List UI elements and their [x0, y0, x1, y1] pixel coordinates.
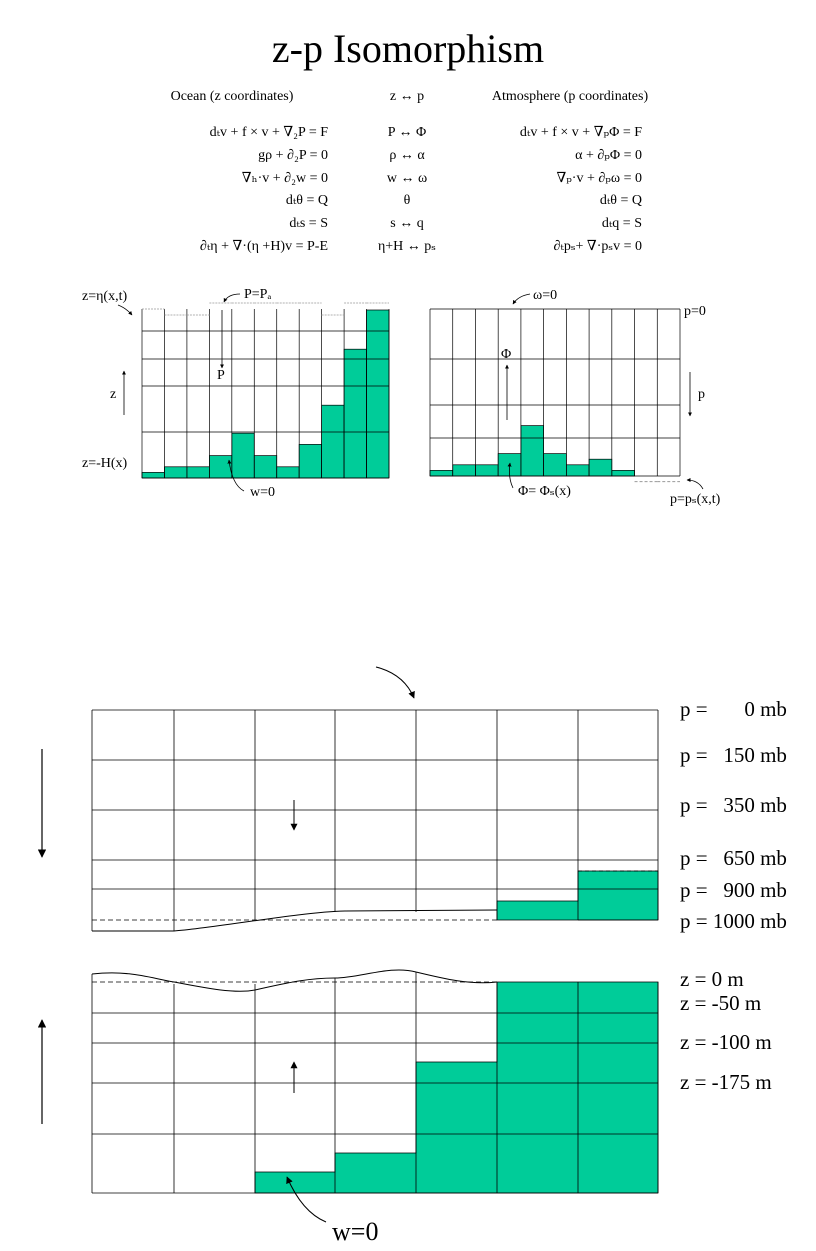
ocean-bar	[344, 349, 366, 478]
equation-rows	[200, 125, 642, 254]
mapping-column-header: z ↔ p	[389, 89, 425, 104]
ocean-bar	[299, 444, 321, 478]
atmos-bar	[453, 465, 476, 476]
ocean-equation: ∇ₕ·v + ∂₂w = 0	[241, 171, 328, 186]
ocean-w-label: w=0	[250, 485, 276, 500]
atmos-bar	[544, 454, 567, 476]
ocean-equation: dₜs = S	[289, 216, 328, 231]
sea-surface-curve	[92, 970, 497, 991]
mapping-equation: θ	[403, 193, 411, 208]
omega-pointer-arrow	[513, 294, 530, 304]
ocean-equation: dₜv + f × v + ∇₂P = F	[209, 125, 328, 140]
mapping-equation: s ↔ q	[390, 216, 424, 231]
atmos-equation: dₜv + f × v + ∇ₚΦ = F	[519, 125, 642, 140]
p-level-label: p = 1000 mb	[680, 909, 787, 933]
atmos-equation: dₜq = S	[601, 216, 642, 231]
atmos-p-label: p	[698, 387, 705, 402]
p-level-label: p = 350 mb	[680, 793, 787, 817]
z-level-label: z = -175 m	[680, 1070, 772, 1094]
ocean-bar	[187, 467, 209, 478]
atmos-phis-label: Φ= Φₛ(x)	[518, 484, 571, 499]
mapping-equation: P ↔ Φ	[387, 125, 427, 140]
ocean-bottom-label: z=-H(x)	[82, 456, 128, 471]
atmos-equation: ∇ₚ·v + ∂ₚω = 0	[556, 171, 642, 186]
atmos-column-bars	[430, 426, 680, 482]
ocean-bar	[277, 467, 299, 478]
ocean-p-label: P	[217, 368, 225, 383]
surface-pointer-arrow	[118, 305, 132, 315]
ocean-bar	[232, 433, 254, 478]
atmos-panel	[430, 288, 721, 507]
atmos-p0-label: p=0	[684, 304, 706, 319]
atmos-bar	[566, 465, 589, 476]
ground-fill	[497, 871, 658, 920]
ocean-free-surface	[142, 303, 389, 315]
mapping-equation: ρ ↔ α	[389, 148, 425, 163]
seafloor-fill	[255, 982, 658, 1193]
ocean-surface-label: z=η(x,t)	[82, 289, 128, 304]
atmos-bar	[430, 470, 453, 476]
ocean-column-header: Ocean (z coordinates)	[170, 89, 294, 104]
page-title: z-p Isomorphism	[271, 26, 545, 71]
omega-zero-pointer-arrow	[376, 667, 414, 698]
atmos-bar	[612, 470, 635, 476]
surface-pressure-curve	[92, 910, 497, 931]
ocean-bar	[254, 456, 276, 478]
p-grid-lines	[92, 710, 658, 931]
ocean-panel	[82, 287, 389, 500]
ocean-bar	[209, 456, 231, 478]
atmos-ps-label: p=pₛ(x,t)	[670, 492, 721, 507]
p-level-label: p = 900 mb	[680, 878, 787, 902]
atmos-grid	[430, 309, 680, 476]
ocean-equation: dₜθ = Q	[285, 193, 328, 208]
ocean-bar	[367, 310, 389, 478]
ocean-column-bars	[142, 310, 389, 478]
atmosphere-column-header: Atmosphere (p coordinates)	[491, 89, 649, 104]
atmos-equation: α + ∂ₚΦ = 0	[575, 148, 642, 163]
p-level-grid	[42, 667, 787, 933]
ocean-equation: ∂ₜη + ∇·(η +H)v = P-E	[199, 239, 328, 254]
ocean-bar	[142, 472, 164, 478]
atmos-bar	[475, 465, 498, 476]
z-level-label: z = 0 m	[680, 967, 744, 991]
w-zero-label: w=0	[332, 1217, 379, 1246]
z-level-grid	[42, 967, 772, 1246]
atmos-bar	[589, 459, 612, 476]
z-level-label: z = -100 m	[680, 1030, 772, 1054]
p-level-label: p = 0 mb	[680, 697, 787, 721]
ocean-pressure-label: P=Pₐ	[244, 287, 272, 302]
mapping-equation: w ↔ ω	[386, 171, 428, 186]
atmos-bar	[521, 426, 544, 476]
p-level-label: p = 150 mb	[680, 743, 787, 767]
ps-pointer-arrow	[687, 480, 703, 489]
p-level-label: p = 650 mb	[680, 846, 787, 870]
atmos-equation: ∂ₜpₛ+ ∇·pₛv = 0	[553, 239, 642, 254]
atmos-phi-label: Φ	[501, 347, 512, 362]
ocean-bar	[164, 467, 186, 478]
z-level-label: z = -50 m	[680, 991, 762, 1015]
ocean-bar	[322, 405, 344, 478]
ocean-equation: gρ + ∂₂P = 0	[258, 148, 328, 163]
pressure-pointer-arrow	[224, 294, 240, 302]
atmos-equation: dₜθ = Q	[599, 193, 642, 208]
atmos-omega-label: ω=0	[533, 288, 558, 303]
mapping-equation: η+H ↔ pₛ	[377, 239, 437, 254]
ocean-z-label: z	[110, 387, 117, 402]
